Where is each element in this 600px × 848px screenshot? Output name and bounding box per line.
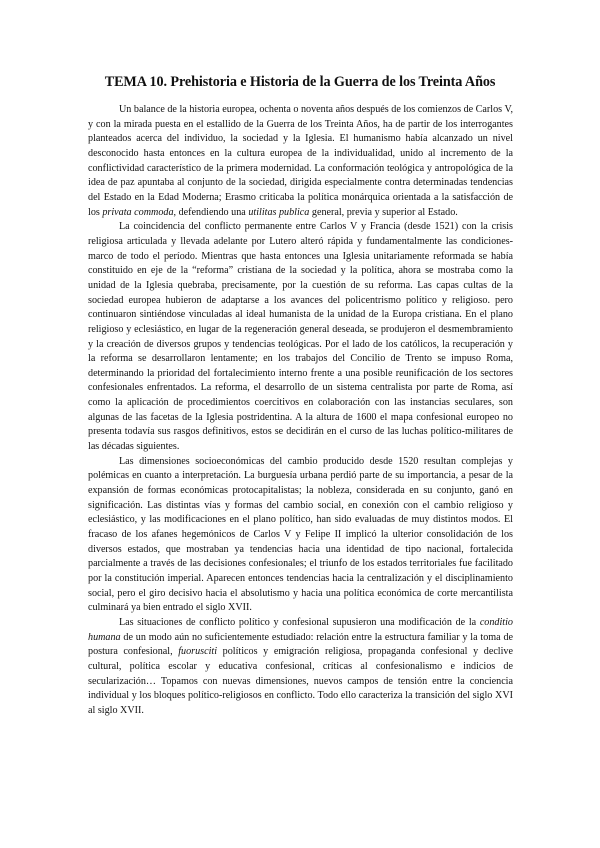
text-run: Las situaciones de conflicto político y confesional supusieron una modificación de la — [119, 616, 480, 628]
paragraph — [88, 103, 513, 220]
text-run: general, previa y superior al Estado. — [309, 206, 458, 218]
text-run: Las dimensiones socioeconómicas del cambio producido desde 1520 resultan complejas y polémicas en cuanto a interpretación. La burguesía urbana perdió parte de su importancia, a pesar de la expansión de formas económicas protocapitalistas; la nobleza, considerada en su conjunto, ganó en significación. Las distintas vías y formas del cambio social, en conexión con el cambio religioso y eclesiástico, y las modificaciones en el plano político, han sido evaluadas de muy distintos modos. El fracaso de los afanes hegemónicos de Carlos V y Felipe II implicó la ulterior consolidación de los diversos estados, que mostraban ya tendencias hacia una identidad de tipo nacional, fortalecida parcialmente a través de las decisiones confesionales; el triunfo de los estados territoriales fue facilitado por la constitución imperial. Aparecen entonces tendencias hacia la centralización y el disciplinamiento social, pero el giro decisivo hacia el absolutismo y hacia una política económica de corte mercantilista culminará ya bien entrado el siglo XVII. — [88, 455, 513, 614]
paragraph — [88, 220, 513, 455]
paragraph — [88, 455, 513, 616]
text-run: Un balance de la historia europea, ochenta o noventa años después de los comienzos de Carlos V, y con la mirada puesta en el estallido de la Guerra de los Treinta Años, ha de partir de los interrogantes planteados acerca del individuo, la sociedad y la Iglesia. El humanismo había alcanzado un nivel desconocido hasta entonces en la cultura europea de la individualidad, unido al incremento de la conflictividad característico de la primera modernidad. La conformación teológica y antropológica de la idea de paz apuntaba al conjunto de la sociedad, dirigida especialmente contra determinadas tendencias del Estado en la Edad Moderna; Erasmo criticaba la política monárquica orientada a la satisfacción de los — [88, 104, 513, 218]
page-title: TEMA 10. Prehistoria e Historia de la Guerra de los Treinta Años — [104, 74, 496, 90]
text-run: de un modo aún no suficientemente estudiado: relación entre la estructura familiar y la toma de postura confesional, — [88, 631, 513, 658]
text-run: La coincidencia del conflicto permanente entre Carlos V y Francia (desde 1521) con la crisis religiosa articulada y llevada adelante por Lutero alteró rápida y fundamentalmente las condiciones-marco de todo el período. Mientras que hasta entonces una Iglesia unitariamente reformada se había constituido en eje de la “reforma” cristiana de la sociedad y la política, ahora se mostraba como la unidad de la Iglesia quebraba, precisamente, por la cuestión de su reforma. Las capas cultas de la sociedad europea hubieron de adaptarse a los avances del policentrismo político y religioso. pero continuaron sintiéndose vinculadas al ideal humanista de la unidad de la Europa cristiana. En el plano religioso y eclesiástico, en lugar de la regeneración general deseada, se produjeron el desmembramiento y la creación de diversos grupos y tendencias teológicas. Por el lado de los católicos, la recuperación y la reforma se desarrollaron lentamente; en los trabajos del Concilio de Trento se impuso Roma, determinando la prioridad del fortalecimiento interno frente a una posible reunificación de los sectores confesionales enfrentados. La reforma, el desarrollo de un sistema centralista por parte de Roma, así como la aplicación de procedimientos coercitivos en colaboración con las instancias seculares, son algunas de las facetas de la Iglesia postridentina. A la altura de 1600 el mapa confesional europeo no presenta todavía sus rasgos definitivos, estos se decidirán en el curso de las luchas político-militares de las décadas siguientes. — [88, 221, 513, 453]
text-run: políticos y emigración religiosa, propaganda confesional y declive cultural, política escolar y educativa confesional, críticas al confesionalismo e indicios de secularización… Topamos con nuevas dimensiones, nuevos campos de tensión entre la conciencia individual y los bloques político-religiosos en conflicto. Todo ello caracteriza la transición del siglo XVI al siglo XVII. — [88, 646, 513, 716]
italic-term: fuorusciti — [178, 646, 218, 658]
italic-term: privata commoda — [102, 206, 174, 218]
italic-term: utilitas publica — [248, 206, 310, 218]
italic-term: conditio humana — [88, 616, 513, 643]
text-run: , defendiendo una — [173, 206, 249, 218]
paragraph — [88, 616, 513, 719]
body-text — [88, 103, 513, 719]
